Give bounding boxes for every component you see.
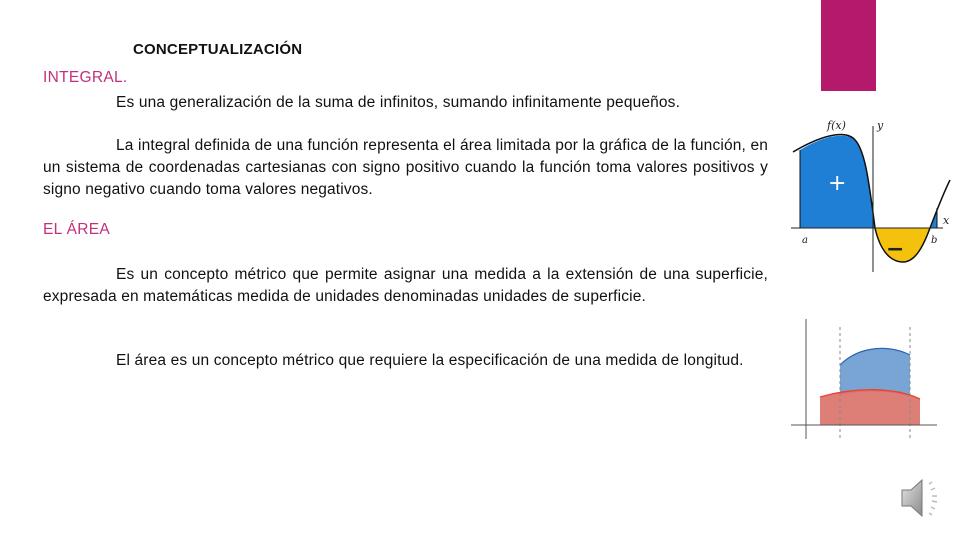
area-paragraph-1: Es un concepto métrico que permite asignar una medida a la extensión de una superficie, expresada en matemáticas medida de unidades denominadas unidades de superficie. xyxy=(43,266,768,305)
speaker-icon[interactable] xyxy=(896,474,944,522)
lower-region xyxy=(820,390,920,425)
area-paragraph-2: El área es un concepto métrico que requiere la especificación de una medida de longitud. xyxy=(116,352,744,369)
fx-label: f(x) xyxy=(827,119,846,132)
a-label: a xyxy=(802,235,808,246)
page-title: CONCEPTUALIZACIÓN xyxy=(133,41,303,58)
integral-paragraph-1: Es una generalización de la suma de infinitos, sumando infinitamente pequeños. xyxy=(116,94,681,111)
heading-area: EL ÁREA xyxy=(43,221,110,238)
signed-area-figure xyxy=(785,112,955,274)
accent-bar xyxy=(821,0,876,91)
integral-paragraph-2: La integral definida de una función representa el área limitada por la gráfica de la función, en un sistema de coordenadas cartesianas con signo positivo cuando la función toma valores positivos y signo negativo cuando toma valores negativos. xyxy=(43,137,768,198)
b-label: b xyxy=(931,235,938,246)
y-axis-label: y xyxy=(877,119,884,132)
x-axis-label: x xyxy=(943,214,950,227)
plus-sign: + xyxy=(828,171,847,196)
heading-integral: INTEGRAL. xyxy=(43,69,128,86)
minus-sign: − xyxy=(886,237,905,262)
area-between-curves-figure xyxy=(785,315,945,443)
